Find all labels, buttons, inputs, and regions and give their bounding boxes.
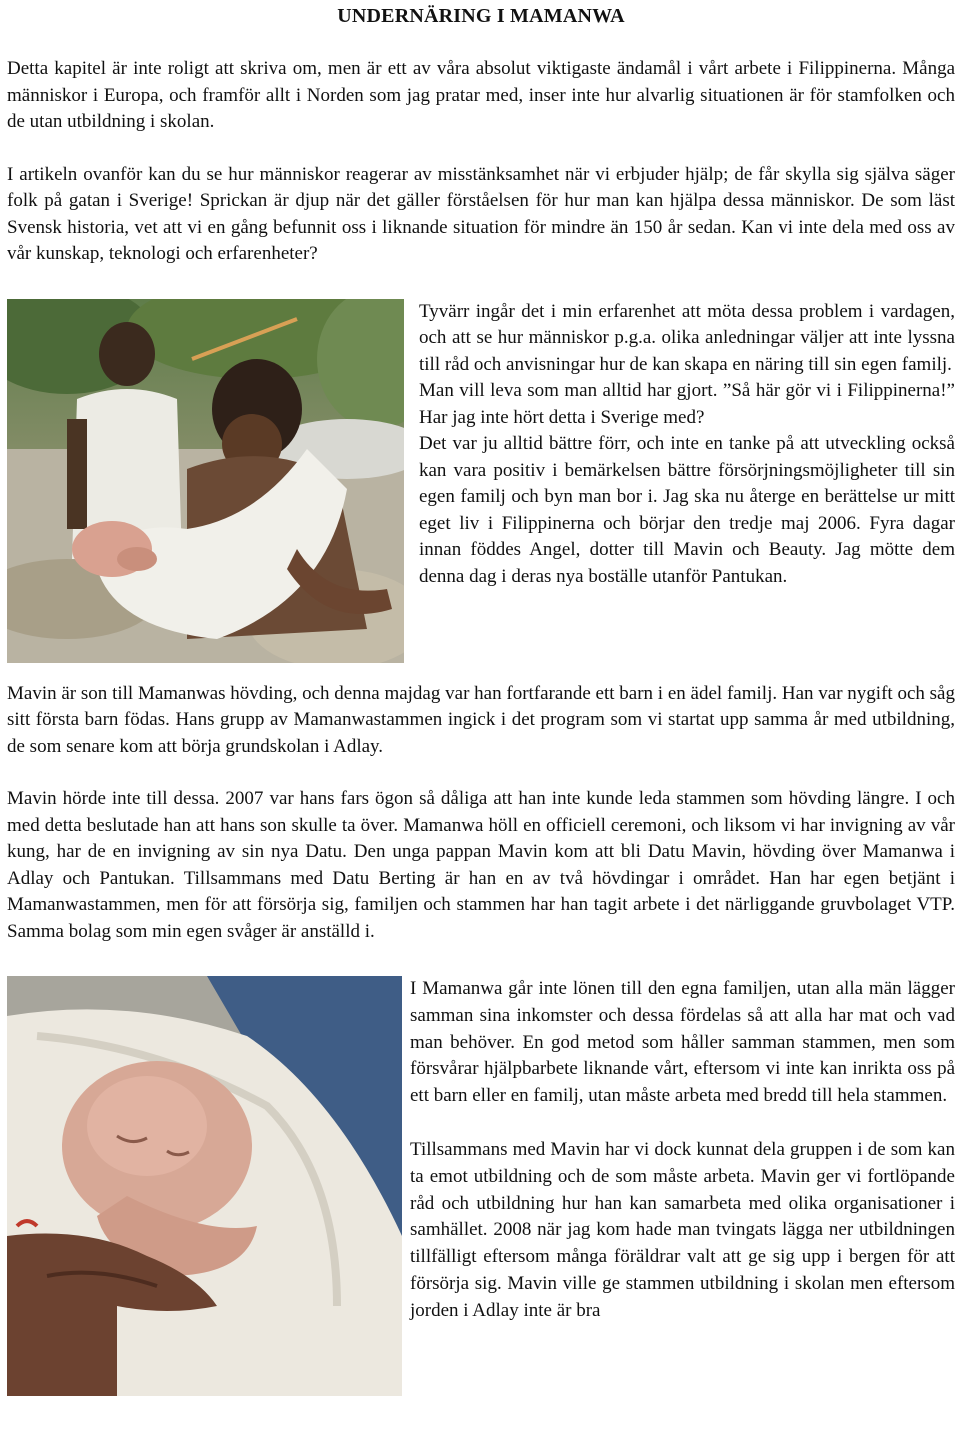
photo-section-mother (7, 299, 955, 669)
paragraph-side1b: Man vill leva som man alltid har gjort. ”Så här gör vi i Filippinerna!” Har jag inte hört detta i Sverige med? (419, 380, 955, 428)
page-title: UNDERNÄRING I MAMANWA (337, 5, 625, 27)
paragraph-side2b: Tillsammans med Mavin har vi dock kunnat dela gruppen i de som kan ta emot utbildning och de som måste arbeta. Mavin ger vi fortlöpande råd och utbildning hur han kan samarbeta med olika organisationer i samhället. 2008 när jag kom hade man tvingats lägga ner utbildningen tillfälligt eftersom många föräldrar valt att ge sig upp i bergen för att försörja sig. Mavin ville ge stammen utbildning i skolan men eftersom jorden i Adlay inte är bra (410, 1138, 955, 1321)
paragraph-side2a: I Mamanwa går inte lönen till den egna familjen, utan alla män lägger samman sina inkomster och dessa fördelas så att alla har mat och vad man behöver. En god metod som håller samman stammen, men som försvårar hjälpbarbete liknande vårt, eftersom vi inte kan inrikta oss på ett barn eller en familj, utan måste arbeta med bredd till hela stammen. (410, 978, 955, 1107)
side-column-2 (410, 976, 955, 1325)
photo-newborn-in-hand (7, 976, 402, 1396)
paragraph-side1: Tyvärr ingår det i min erfarenhet att möta dessa problem i vardagen, och att se hur människor p.g.a. olika anledningar väljer att inte lyssna till råd och anvisningar hur de kan skapa en näring till sin egen familj. (419, 300, 955, 375)
photo-mother-with-newborn (7, 299, 404, 663)
paragraph-mavin: Mavin är son till Mamanwas hövding, och denna majdag var han fortfarande ett barn i en ädel familj. Han var nygift och såg sitt första barn födas. Hans grupp av Mamanwastammen ingick i det program som vi startat upp samma år med utbildning, de som senare kom att börja grundskolan i Adlay. (7, 682, 955, 757)
side-column-1 (419, 299, 955, 591)
photo-section-baby (7, 976, 955, 1406)
paragraph-article: I artikeln ovanför kan du se hur människor reagerar av misstänksamhet när vi erbjuder hjälp; de får skylla sig själva säger folk på gatan i Sverige! Sprickan är djup när det gäller förståelsen för hur man kan hjälpa dessa människor. De som läst Svensk historia, vet att vi en gång befunnit oss i liknande situation för mindre än 150 år sedan. Kan vi inte dela med oss av vår kunskap, teknologi och erfarenheter? (7, 163, 955, 264)
paragraph-side1c: Det var ju alltid bättre förr, och inte en tanke på att utveckling också kan vara positiv i bemärkelsen bättre försörjningsmöjligheter till sin egen familj och byn man bor i. Jag ska nu återge en berättelse ur mitt eget liv i Filippinerna och börjar den tredje maj 2006. Fyra dagar innan föddes Angel, dotter till Mavin och Beauty. Jag mötte dem denna dag i deras nya boställe utanför Pantukan. (419, 433, 955, 587)
document-page (7, 0, 955, 1406)
paragraph-intro: Detta kapitel är inte roligt att skriva om, men är ett av våra absolut viktigaste ändamål i vårt arbete i Filippinerna. Många människor i Europa, och framför allt i Norden som jag pratar med, inser inte hur alvarlig situationen är för stamfolken och de utan utbildning i skolan. (7, 58, 955, 132)
paragraph-datu: Mavin hörde inte till dessa. 2007 var hans fars ögon så dåliga att han inte kunde leda stammen som hövding längre. I och med detta beslutade han att hans son skulle ta över. Mamanwa höll en officiell ceremoni, och liksom vi har invigning av vår kung, har de en invigning av sin nya Datu. Den unga pappan Mavin kom att bli Datu Mavin, hövding över Mamanwa i Adlay och Pantukan. Tillsammans med Datu Berting är han en av två hövdingar i området. Han har egen betjänt i Mamanwastammen, men för att försörja sig, familjen och stammen har han tagit arbete i det närliggande gruvbolaget VTP. Samma bolag som min egen svåger är anställd i. (7, 788, 955, 942)
